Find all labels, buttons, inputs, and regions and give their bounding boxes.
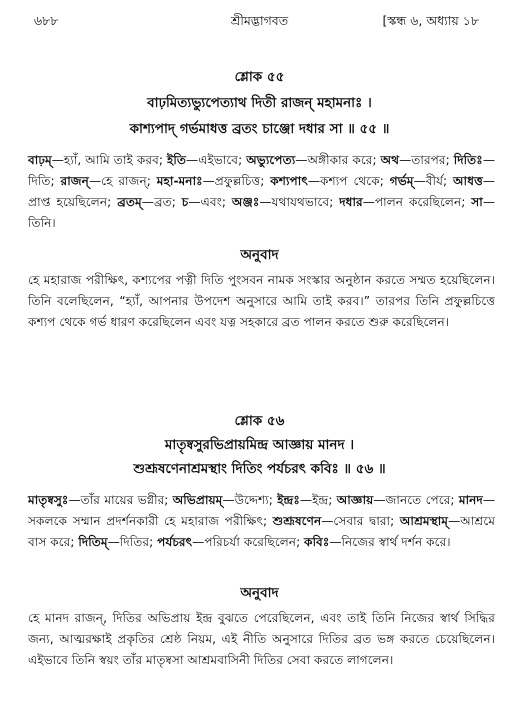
- synonym-term: গর্ভম্: [389, 174, 414, 188]
- synonym-meaning: —হ্যাঁ, আমি তাই করব;: [51, 153, 168, 167]
- page-header: [28, 10, 491, 32]
- synonym-term: শুশ্রূষণেন: [272, 514, 322, 528]
- synonym-term: আধত্ত: [453, 174, 483, 188]
- verse-56-translation: হে মানদ রাজন্, দিতির অভিপ্রায় ইন্দ্র বুঝতে পেরেছিলেন, এবং তাই তিনি নিজের স্বার্থ সিদ্ধির জন্য, আত্মরক্ষাই প্রকৃতির শ্রেষ্ঠ নিয়ম, এই নীতি অনুসারে দিতির ব্রত ভঙ্গ করতে চেয়েছিলেন। এইভাবে তিনি স্বয়ং তাঁর মাতৃষ্বসা আশ্রমবাসিনী দিতির সেবা করতে লাগলেন।: [28, 611, 495, 667]
- synonym-meaning: —উদ্দেশ্য;: [222, 493, 278, 507]
- verse-56-translation-heading: অনুবাদ: [240, 585, 279, 601]
- synonym-meaning: —ইন্দ্র;: [299, 493, 337, 507]
- synonym-term: আজ্ঞায়: [336, 493, 374, 507]
- synonym-meaning: —প্রফুল্লচিত্ত;: [202, 174, 271, 188]
- verse-56-line-1: মাতৃষ্বসুরভিপ্রায়মিন্দ্র আজ্ঞায় মানদ ।: [164, 437, 355, 453]
- synonym-term: ইতি: [167, 153, 186, 167]
- synonym-term: রাজন্: [60, 174, 89, 188]
- verse-56-synonyms: [28, 490, 495, 553]
- synonym-term: অথ: [380, 153, 400, 167]
- synonym-meaning: —তাঁর মায়ের ভগ্নীর;: [68, 493, 173, 507]
- synonym-meaning: —বীর্য;: [413, 174, 454, 188]
- synonym-meaning: —ব্রত;: [141, 195, 182, 209]
- synonym-term: চ: [181, 195, 189, 209]
- synonym-term: দধার: [339, 195, 363, 209]
- synonym-meaning: —নিজের স্বার্থ দর্শন করে।: [329, 535, 451, 549]
- synonym-meaning: —প্রাপ্ত হয়েছিলেন;: [28, 174, 495, 209]
- synonym-meaning: —অঙ্গীকার করে;: [295, 153, 381, 167]
- synonym-term: আশ্রমস্থাম্: [399, 514, 449, 528]
- synonym-term: সা: [471, 195, 483, 209]
- synonym-term: অভিপ্রায়ম্: [172, 493, 223, 507]
- synonym-meaning: —জানতে পেরে;: [373, 493, 459, 507]
- chapter-reference: [স্কন্ধ ৬, অধ্যায় ১৮: [382, 13, 479, 28]
- verse-55-translation-heading: অনুবাদ: [240, 247, 279, 263]
- synonym-term: কবিঃ: [304, 535, 330, 549]
- synonym-term: ইন্দ্রঃ: [277, 493, 300, 507]
- synonym-meaning: —সেবার দ্বারা;: [321, 514, 400, 528]
- page-number: ৬৮৮: [34, 13, 59, 28]
- synonym-meaning: —তারপর;: [399, 153, 454, 167]
- verse-55-heading: শ্লোক ৫৫: [234, 69, 285, 85]
- synonym-meaning: —যথাযথভাবে;: [259, 195, 340, 209]
- synonym-meaning: —হে রাজন্;: [88, 174, 157, 188]
- synonym-meaning: —সকলকে সম্মান প্রদর্শনকারী হে মহারাজ পরীক্ষিৎ;: [28, 493, 495, 528]
- synonym-term: অভ্যুপেত্য: [246, 153, 296, 167]
- synonym-term: দিতিঃ: [453, 153, 483, 167]
- verse-55-synonyms: [28, 150, 495, 234]
- synonym-term: বাঢ়ম্: [28, 153, 52, 167]
- synonym-term: মহা-মনাঃ: [156, 174, 203, 188]
- verse-55-line-1: বাঢ়মিত্যভ্যুপেত্যাথ দিতী রাজন্ মহামনাঃ ।: [147, 95, 372, 111]
- synonym-meaning: —এইভাবে;: [186, 153, 247, 167]
- synonym-meaning: —কশ্যপ থেকে;: [307, 174, 390, 188]
- synonym-term: পর্যচরৎ: [157, 535, 193, 549]
- synonym-term: মানদ: [458, 493, 483, 507]
- synonym-meaning: —দিতি;: [28, 153, 495, 188]
- synonym-term: অঞ্জঃ: [231, 195, 260, 209]
- synonym-meaning: —তিনি।: [28, 195, 496, 230]
- verse-55-line-2: কাশ্যপাদ্ গর্ভমাধত্ত ব্রতং চাঞ্জো দধার সা ॥ ৫৫ ॥: [129, 121, 390, 137]
- synonym-term: ব্রতম্: [117, 195, 142, 209]
- synonym-meaning: —পালন করেছিলেন;: [362, 195, 472, 209]
- synonym-meaning: —পরিচর্যা করেছিলেন;: [192, 535, 305, 549]
- verse-55-translation: হে মহারাজ পরীক্ষিৎ, কশ্যপের পত্নী দিতি পুংসবন নামক সংস্কার অনুষ্ঠান করতে সম্মত হয়েছিলেন। তিনি বলেছিলেন, “হ্যাঁ, আপনার উপদেশ অনুসারে আমি তাই করব।” তারপর তিনি প্রফুল্লচিত্তে কশ্যপ থেকে গর্ভ ধারণ করেছিলেন এবং যত্ন সহকারে ব্রত পালন করতে শুরু করেছিলেন।: [28, 273, 495, 329]
- synonym-term: কশ্যপাৎ: [270, 174, 308, 188]
- synonym-term: মাতৃষ্বসুঃ: [28, 493, 69, 507]
- verse-56-line-2: শুশ্রূষণেনাশ্রমস্থাং দিতিং পর্যচরৎ কবিঃ ॥ ৫৬ ॥: [133, 461, 386, 477]
- synonym-meaning: —আশ্রমে বাস করে;: [28, 514, 496, 549]
- book-title: শ্রীমদ্ভাগবত: [230, 13, 289, 28]
- synonym-meaning: —দিতির;: [107, 535, 158, 549]
- synonym-meaning: —এবং;: [188, 195, 232, 209]
- verse-56-heading: শ্লোক ৫৬: [234, 413, 285, 429]
- synonym-term: দিতিম্: [78, 535, 108, 549]
